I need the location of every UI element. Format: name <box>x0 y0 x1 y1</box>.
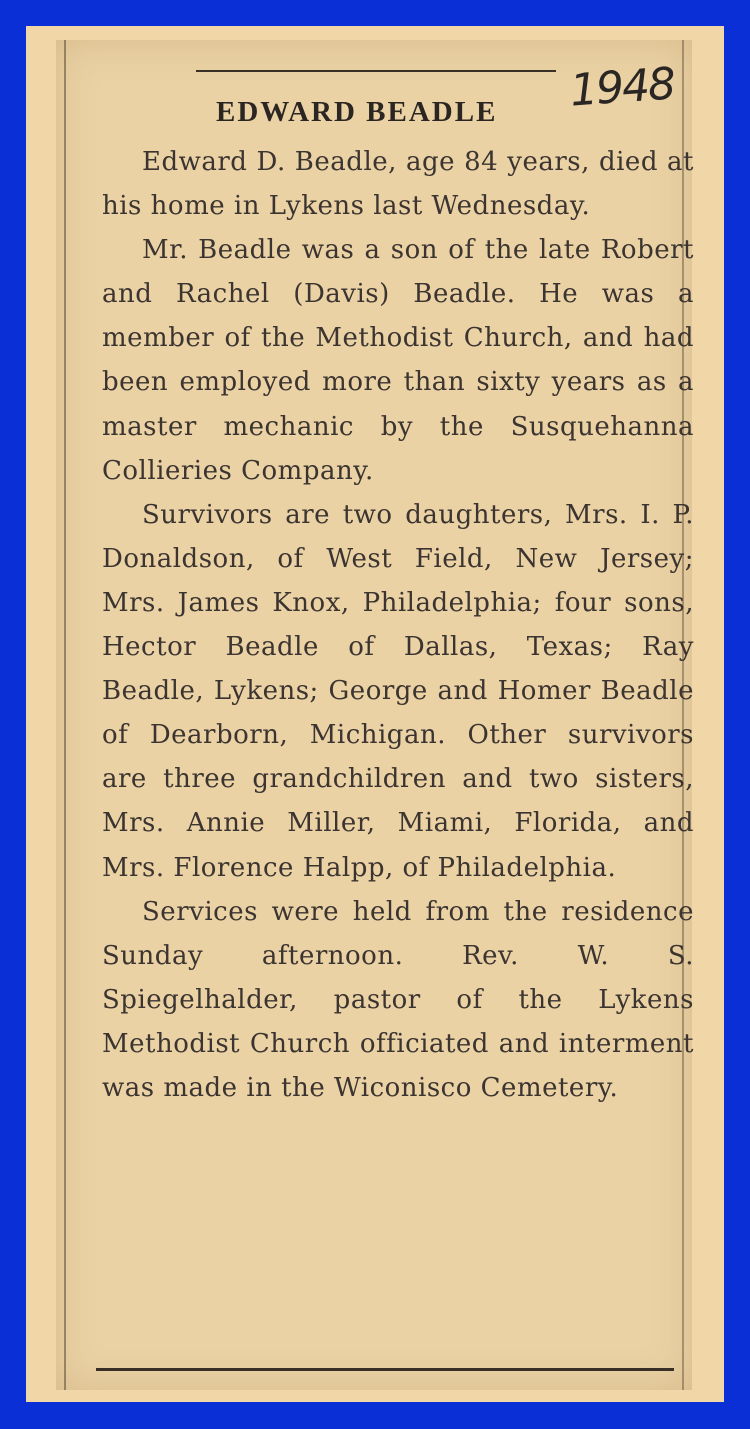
top-divider <box>196 70 556 72</box>
obituary-headline: EDWARD BEADLE <box>216 96 498 128</box>
handwritten-year: 1948 <box>568 58 676 117</box>
column-rule-left <box>64 40 66 1390</box>
paragraph-biography: Mr. Beadle was a son of the late Robert and Rachel (Davis) Beadle. He was a member of the Methodist Church, and had been employed more than sixty years as a master mechanic by the Susquehanna Collieries Company. <box>102 235 694 486</box>
newspaper-clipping <box>56 40 692 1390</box>
paragraph-death-notice: Edward D. Beadle, age 84 years, died at his home in Lykens last Wednesday. <box>102 147 694 222</box>
paragraph-survivors: Survivors are two daughters, Mrs. I. P. Donaldson, of West Field, New Jersey; Mrs. James Knox, Philadelphia; four sons, Hector Beadle of Dallas, Texas; Ray Beadle, Lykens; George and Homer Beadle of Dearborn, Michigan. Other survivors are three grandchildren and two sisters, Mrs. Annie Miller, Miami, Florida, and Mrs. Florence Halpp, of Philadelphia. <box>102 499 694 883</box>
obituary-body <box>102 140 694 1110</box>
paragraph-services: Services were held from the residence Sunday afternoon. Rev. W. S. Spiegelhalder, pastor of the Lykens Methodist Church officiated and interment was made in the Wiconisco Cemetery. <box>102 896 694 1103</box>
bottom-divider <box>96 1368 674 1371</box>
photo-mat <box>26 26 724 1402</box>
